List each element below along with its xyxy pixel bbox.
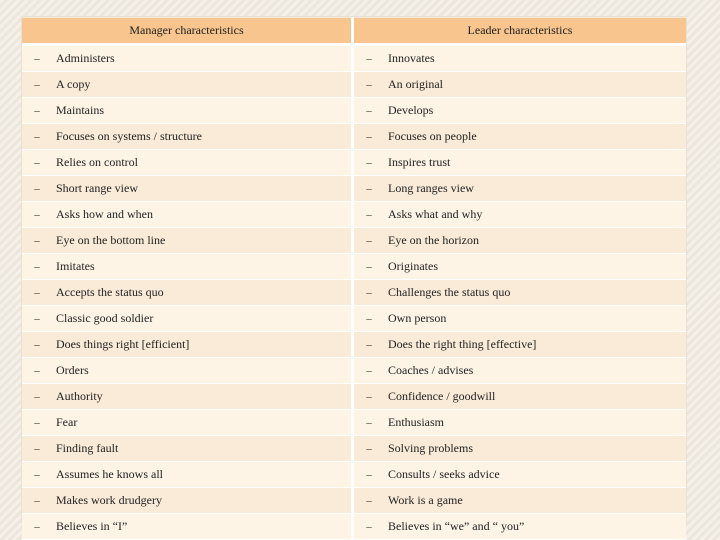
manager-trait: Assumes he knows all xyxy=(52,462,354,488)
manager-trait: Maintains xyxy=(52,98,354,124)
manager-bullet: – xyxy=(22,72,52,98)
leader-trait: Own person xyxy=(384,306,686,332)
leader-bullet: – xyxy=(354,410,384,436)
leader-trait: Work is a game xyxy=(384,488,686,514)
manager-trait: Eye on the bottom line xyxy=(52,228,354,254)
table-row xyxy=(22,228,686,254)
leader-bullet: – xyxy=(354,202,384,228)
manager-bullet: – xyxy=(22,280,52,306)
manager-bullet: – xyxy=(22,202,52,228)
leader-bullet: – xyxy=(354,46,384,72)
leader-trait: An original xyxy=(384,72,686,98)
manager-bullet: – xyxy=(22,436,52,462)
table-row xyxy=(22,462,686,488)
manager-bullet: – xyxy=(22,358,52,384)
manager-bullet: – xyxy=(22,176,52,202)
manager-bullet: – xyxy=(22,488,52,514)
leader-column-header: Leader characteristics xyxy=(354,17,686,46)
manager-bullet: – xyxy=(22,332,52,358)
manager-bullet: – xyxy=(22,124,52,150)
table-row xyxy=(22,176,686,202)
manager-bullet: – xyxy=(22,410,52,436)
manager-trait: Makes work drudgery xyxy=(52,488,354,514)
leader-trait: Inspires trust xyxy=(384,150,686,176)
table-row xyxy=(22,280,686,306)
leader-bullet: – xyxy=(354,150,384,176)
table-header-row xyxy=(22,17,686,46)
leader-trait: Solving problems xyxy=(384,436,686,462)
manager-trait: Relies on control xyxy=(52,150,354,176)
table-row xyxy=(22,332,686,358)
leader-trait: Eye on the horizon xyxy=(384,228,686,254)
manager-trait: Asks how and when xyxy=(52,202,354,228)
manager-trait: Orders xyxy=(52,358,354,384)
leader-bullet: – xyxy=(354,306,384,332)
leader-trait: Long ranges view xyxy=(384,176,686,202)
leader-bullet: – xyxy=(354,488,384,514)
table-row xyxy=(22,410,686,436)
manager-bullet: – xyxy=(22,384,52,410)
table-row xyxy=(22,72,686,98)
table-row xyxy=(22,124,686,150)
leader-trait: Focuses on people xyxy=(384,124,686,150)
manager-bullet: – xyxy=(22,254,52,280)
table-row xyxy=(22,150,686,176)
table-row xyxy=(22,436,686,462)
manager-bullet: – xyxy=(22,514,52,540)
leader-trait: Confidence / goodwill xyxy=(384,384,686,410)
table-row xyxy=(22,384,686,410)
leader-bullet: – xyxy=(354,176,384,202)
leader-trait: Challenges the status quo xyxy=(384,280,686,306)
leader-bullet: – xyxy=(354,98,384,124)
manager-trait: Administers xyxy=(52,46,354,72)
manager-trait: Does things right [efficient] xyxy=(52,332,354,358)
leader-bullet: – xyxy=(354,280,384,306)
leader-trait: Believes in “we” and “ you” xyxy=(384,514,686,540)
leader-bullet: – xyxy=(354,72,384,98)
manager-trait: Authority xyxy=(52,384,354,410)
manager-trait: Focuses on systems / structure xyxy=(52,124,354,150)
leader-bullet: – xyxy=(354,436,384,462)
manager-bullet: – xyxy=(22,150,52,176)
table-row xyxy=(22,202,686,228)
manager-bullet: – xyxy=(22,46,52,72)
leader-trait: Does the right thing [effective] xyxy=(384,332,686,358)
manager-bullet: – xyxy=(22,462,52,488)
manager-trait: Short range view xyxy=(52,176,354,202)
table-row xyxy=(22,306,686,332)
table-row xyxy=(22,254,686,280)
leader-trait: Coaches / advises xyxy=(384,358,686,384)
table-row xyxy=(22,358,686,384)
manager-trait: Fear xyxy=(52,410,354,436)
leader-trait: Consults / seeks advice xyxy=(384,462,686,488)
comparison-table xyxy=(22,17,686,540)
leader-bullet: – xyxy=(354,254,384,280)
table-row xyxy=(22,488,686,514)
leader-bullet: – xyxy=(354,514,384,540)
manager-trait: Classic good soldier xyxy=(52,306,354,332)
manager-bullet: – xyxy=(22,306,52,332)
manager-trait: Accepts the status quo xyxy=(52,280,354,306)
leader-bullet: – xyxy=(354,124,384,150)
table-row xyxy=(22,98,686,124)
leader-bullet: – xyxy=(354,228,384,254)
leader-trait: Asks what and why xyxy=(384,202,686,228)
table-row xyxy=(22,46,686,72)
leader-bullet: – xyxy=(354,384,384,410)
manager-trait: Imitates xyxy=(52,254,354,280)
manager-column-header: Manager characteristics xyxy=(22,17,354,46)
manager-bullet: – xyxy=(22,228,52,254)
leader-trait: Enthusiasm xyxy=(384,410,686,436)
leader-bullet: – xyxy=(354,358,384,384)
table-row xyxy=(22,514,686,540)
manager-trait: Finding fault xyxy=(52,436,354,462)
manager-bullet: – xyxy=(22,98,52,124)
leader-bullet: – xyxy=(354,462,384,488)
manager-trait: Believes in “I” xyxy=(52,514,354,540)
leader-trait: Originates xyxy=(384,254,686,280)
leader-bullet: – xyxy=(354,332,384,358)
manager-trait: A copy xyxy=(52,72,354,98)
leader-trait: Develops xyxy=(384,98,686,124)
leader-trait: Innovates xyxy=(384,46,686,72)
